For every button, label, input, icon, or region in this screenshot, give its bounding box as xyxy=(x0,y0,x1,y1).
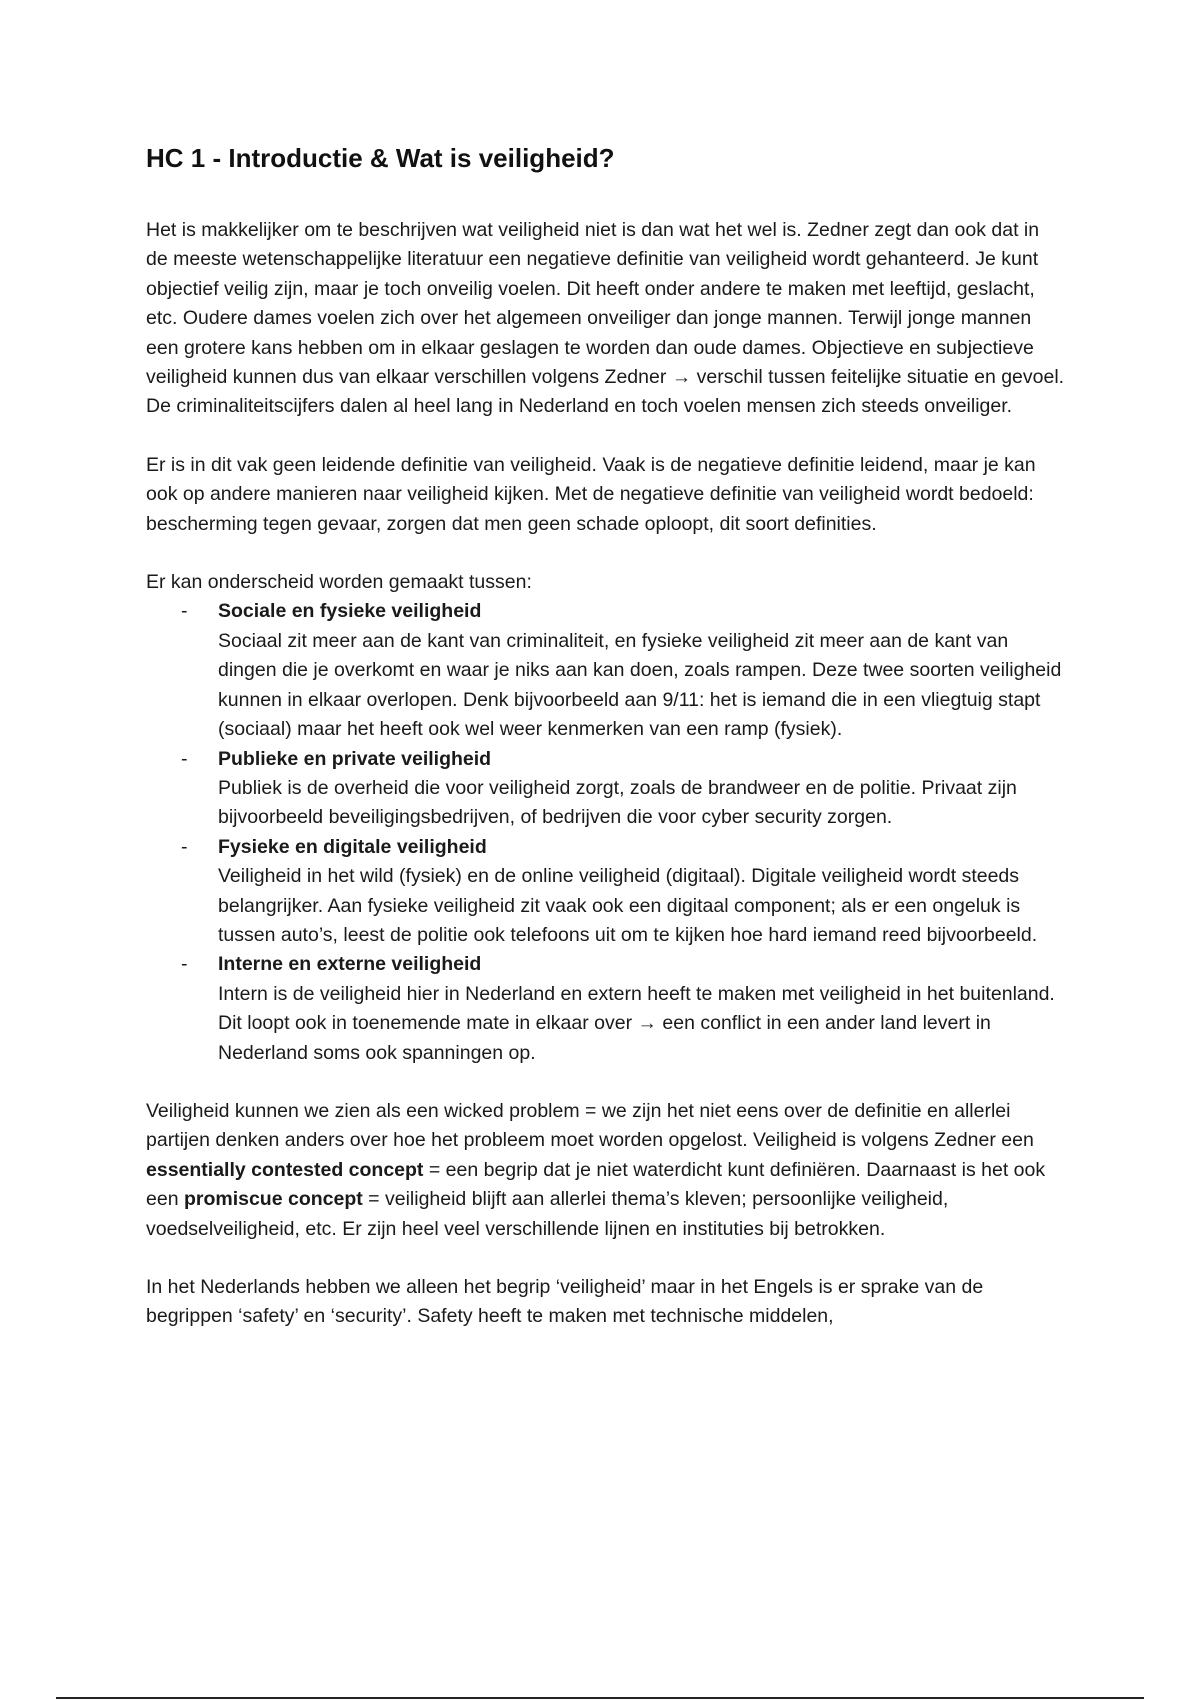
list-item-term: Publieke en private veiligheid xyxy=(218,747,492,770)
bold-term-promiscue: promiscue concept xyxy=(183,1188,363,1211)
bold-term-essentially-contested: essentially contested concept xyxy=(146,1158,424,1181)
list-item-description: Sociaal zit meer aan de kant van criminaliteit, en fysieke veiligheid zit meer aan de kant van dingen die je overkomt en waar je niks aan kan doen, zoals rampen. Deze twee soorten veiligheid kunnen in elkaar overlopen. Denk bijvoorbeeld aan 9/11: het is iemand die in een vliegtuig stapt (sociaal) maar het heeft ook wel weer kenmerken van een ramp (fysiek). xyxy=(218,629,1062,741)
paragraph-wicked-problem xyxy=(146,1097,1066,1244)
list-item xyxy=(146,597,1066,744)
list-dash: - xyxy=(181,835,188,858)
list-dash: - xyxy=(181,953,188,976)
list-intro: Er kan onderscheid worden gemaakt tussen: xyxy=(146,571,532,594)
paragraph-text: = veiligheid blijft aan allerlei thema’s kleven; persoonlijke veiligheid, voedselveiligheid, etc. Er zijn heel veel verschillende lijnen en instituties bij betrokken. xyxy=(146,1188,949,1240)
paragraph-definition: Er is in dit vak geen leidende definitie van veiligheid. Vaak is de negatieve definitie leidend, maar je kan ook op andere manieren naar veiligheid kijken. Met de negatieve definitie van veiligheid wordt bedoeld: bescherming tegen gevaar, zorgen dat men geen schade oploopt, dit soort definities. xyxy=(146,453,1036,535)
list-item xyxy=(146,833,1066,951)
list-item xyxy=(146,950,1066,1068)
footer-divider xyxy=(56,1697,1144,1699)
list-dash: - xyxy=(181,747,188,770)
list-item-term: Sociale en fysieke veiligheid xyxy=(218,600,482,623)
paragraph-text: Veiligheid kunnen we zien als een wicked problem = we zijn het niet eens over de definitie en allerlei partijen denken anders over hoe het probleem moet worden opgelost. Veiligheid is volgens Zedner een xyxy=(146,1099,1034,1152)
list-dash: - xyxy=(181,600,188,623)
distinction-list xyxy=(146,597,1066,1068)
list-item xyxy=(146,745,1066,833)
list-item-description: Intern is de veiligheid hier in Nederland en extern heeft te maken met veiligheid in het buitenland. Dit loopt ook in toenemende mate in elkaar over → een conflict in een ander land levert in Nederland soms ook spanningen op. xyxy=(218,982,1055,1064)
list-item-term: Interne en externe veiligheid xyxy=(218,953,482,976)
document-page xyxy=(146,140,1066,1361)
list-item-description: Publiek is de overheid die voor veiligheid zorgt, zoals de brandweer en de politie. Privaat zijn bijvoorbeeld beveiligingsbedrijven, of bedrijven die voor cyber security zorgen. xyxy=(218,776,1017,829)
paragraph-intro: Het is makkelijker om te beschrijven wat veiligheid niet is dan wat het wel is. Zedner zegt dan ook dat in de meeste wetenschappelijke literatuur een negatieve definitie van veiligheid wordt gehanteerd. Je kunt objectief veilig zijn, maar je toch onveilig voelen. Dit heeft onder andere te maken met leeftijd, geslacht, etc. Oudere dames voelen zich over het algemeen onveiliger dan jonge mannen. Terwijl jonge mannen een grotere kans hebben om in elkaar geslagen te worden dan oude dames. Objectieve en subjectieve veiligheid kunnen dus van elkaar verschillen volgens Zedner → verschil tussen feitelijke situatie en gevoel. De criminaliteitscijfers dalen al heel lang in Nederland en toch voelen mensen zich steeds onveiliger. xyxy=(146,219,1065,418)
list-item-description: Veiligheid in het wild (fysiek) en de online veiligheid (digitaal). Digitale veiligheid wordt steeds belangrijker. Aan fysieke veiligheid zit vaak ook een digitaal component; als er een ongeluk is tussen auto’s, leest de politie ook telefoons uit om te kijken hoe hard iemand reed bijvoorbeeld. xyxy=(218,865,1038,946)
paragraph-safety-security: In het Nederlands hebben we alleen het begrip ‘veiligheid’ maar in het Engels is er sprake van de begrippen ‘safety’ en ‘security’. Safety heeft te maken met technische middelen, xyxy=(146,1276,984,1328)
document-title: HC 1 - Introductie & Wat is veiligheid? xyxy=(146,143,615,173)
paragraph-text: = een begrip dat je niet waterdicht kunt definiëren. Daarnaast is het ook een xyxy=(146,1158,1046,1211)
list-item-term: Fysieke en digitale veiligheid xyxy=(218,835,487,858)
